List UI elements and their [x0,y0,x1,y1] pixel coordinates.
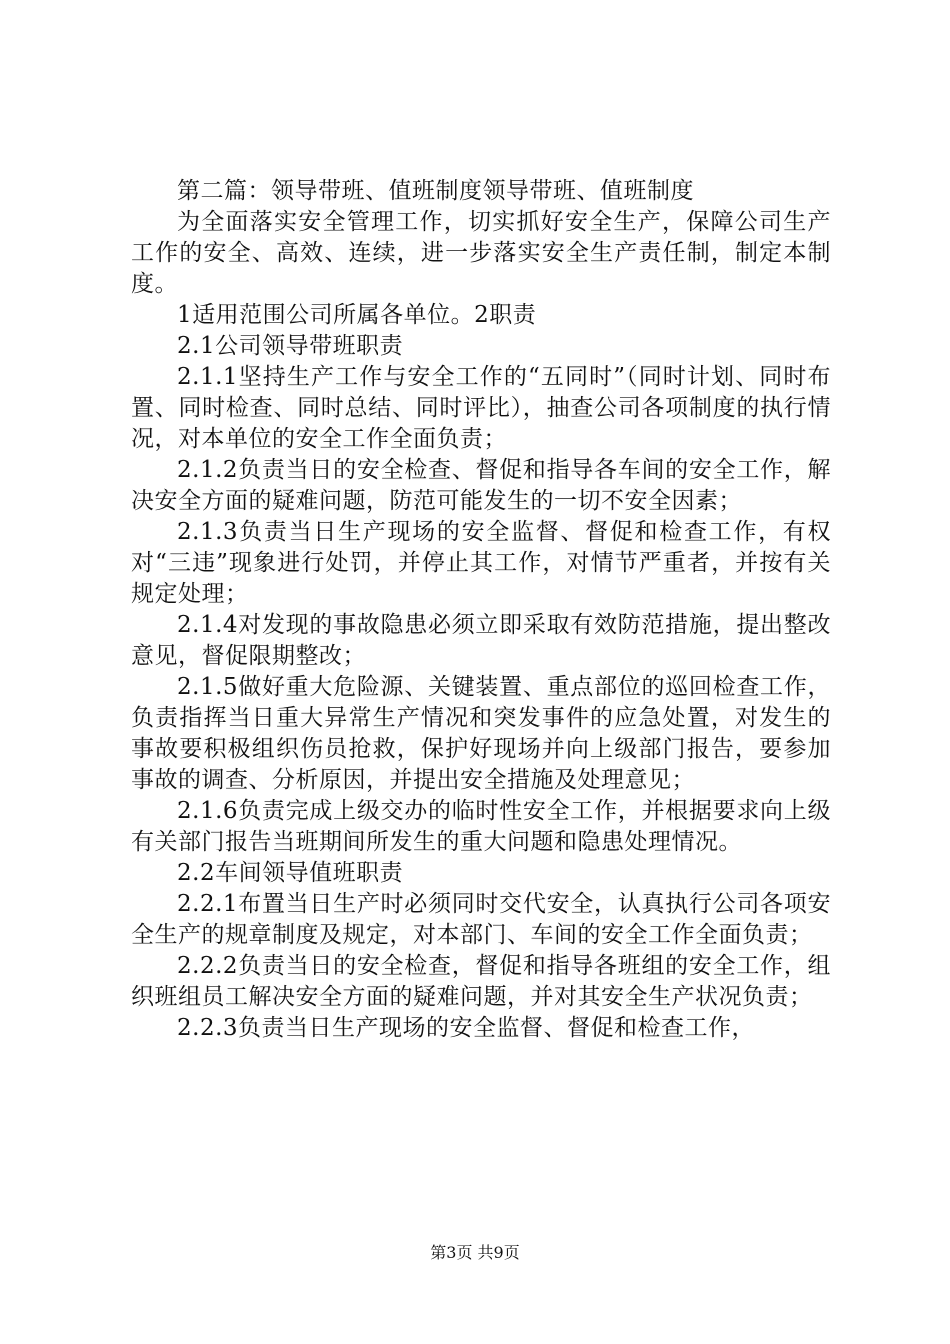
paragraph-2-1-4: 2.1.4对发现的事故隐患必须立即采取有效防范措施，提出整改意见，督促限期整改； [131,612,831,669]
page-number-footer: 第3页 共9页 [430,1243,520,1262]
paragraph-2-1-1: 2.1.1坚持生产工作与安全工作的“五同时”（同时计划、同时布置、同时检查、同时总结、同时评比），抽查公司各项制度的执行情况，对本单位的安全工作全面负责； [131,364,831,452]
subheading-2-2: 2.2车间领导值班职责 [177,860,404,886]
paragraph-2-2-3: 2.2.3负责当日生产现场的安全监督、督促和检查工作， [177,1015,756,1041]
subheading-2-1: 2.1公司领导带班职责 [177,333,404,359]
paragraph-2-1-6: 2.1.6负责完成上级交办的临时性安全工作，并根据要求向上级有关部门报告当班期间所发生的重大问题和隐患处理情况。 [131,798,831,855]
paragraph-2-1-2: 2.1.2负责当日的安全检查、督促和指导各车间的安全工作，解决安全方面的疑难问题，防范可能发生的一切不安全因素； [131,457,831,514]
document-body [131,176,831,1044]
paragraph-purpose: 为全面落实安全管理工作，切实抓好安全生产，保障公司生产工作的安全、高效、连续，进一步落实安全生产责任制，制定本制度。 [131,209,831,297]
paragraph-scope: 1适用范围公司所属各单位。2职责 [177,302,537,328]
paragraph-2-2-1: 2.2.1布置当日生产时必须同时交代安全，认真执行公司各项安全生产的规章制度及规定，对本部门、车间的安全工作全面负责； [131,891,831,948]
paragraph-2-1-3: 2.1.3负责当日生产现场的安全监督、督促和检查工作，有权对“三违”现象进行处罚，并停止其工作，对情节严重者，并按有关规定处理； [131,519,831,607]
paragraph-2-2-2: 2.2.2负责当日的安全检查，督促和指导各班组的安全工作，组织班组员工解决安全方面的疑难问题，并对其安全生产状况负责； [131,953,831,1010]
section-heading: 第二篇：领导带班、值班制度领导带班、值班制度 [177,178,694,204]
paragraph-2-1-5: 2.1.5做好重大危险源、关键装置、重点部位的巡回检查工作，负责指挥当日重大异常生产情况和突发事件的应急处置，对发生的事故要积极组织伤员抢救，保护好现场并向上级部门报告，要参加事故的调查、分析原因，并提出安全措施及处理意见； [131,674,831,793]
